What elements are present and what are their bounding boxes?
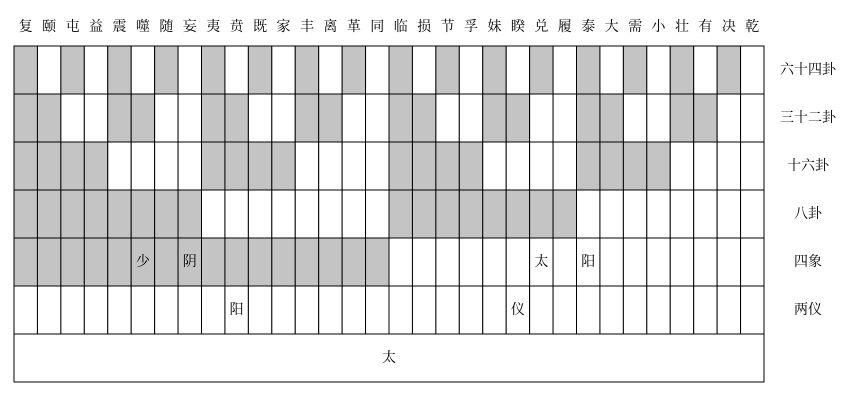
blank-cell [623,190,646,238]
column-header: 孚 [464,19,479,35]
shaded-cell [272,238,295,286]
blank-cell [131,46,154,94]
shaded-cell [412,94,435,142]
shaded-cell [436,190,459,238]
shaded-cell [436,142,459,190]
column-header: 既 [253,19,268,35]
shaded-cell [600,142,623,190]
blank-cell [319,190,342,238]
shaded-cell [108,46,131,94]
blank-cell [623,238,646,286]
column-header: 大 [604,19,619,35]
blank-cell [412,238,435,286]
cell-character: 少 [135,254,150,270]
blank-cell [623,94,646,142]
blank-cell [319,142,342,190]
blank-cell [436,286,459,334]
column-header: 有 [698,19,713,35]
blank-cell [155,94,178,142]
blank-cell [178,142,201,190]
blank-cell [694,238,717,286]
shaded-cell [506,190,529,238]
blank-cell [178,286,201,334]
blank-cell [225,46,248,94]
blank-cell [272,286,295,334]
shaded-cell [61,238,84,286]
cell-character: 阴 [182,254,197,270]
blank-cell [84,94,107,142]
row-label: 十六卦 [787,158,829,174]
shaded-cell [389,94,412,142]
blank-cell [553,94,576,142]
shaded-cell [577,94,600,142]
row-label: 三十二卦 [780,110,836,126]
shaded-cell [319,94,342,142]
blank-cell [717,94,740,142]
shaded-cell [248,46,271,94]
blank-cell [248,286,271,334]
blank-cell [647,46,670,94]
row-label: 六十四卦 [780,62,836,78]
blank-cell [248,94,271,142]
shaded-cell [14,190,37,238]
shaded-cell [342,238,365,286]
shaded-cell [202,238,225,286]
blank-cell [319,286,342,334]
shaded-cell [202,46,225,94]
blank-cell [459,46,482,94]
cell-character: 阳 [229,302,244,318]
blank-cell [530,286,553,334]
shaded-cell [108,94,131,142]
blank-cell [717,286,740,334]
shaded-cell [670,94,693,142]
cell-character: 仪 [510,302,525,318]
column-header: 丰 [299,19,314,35]
blank-cell [647,190,670,238]
shaded-cell [178,190,201,238]
blank-cell [178,94,201,142]
shaded-cell [577,46,600,94]
shaded-cell [108,238,131,286]
blank-cell [483,286,506,334]
shaded-cell [577,142,600,190]
blank-cell [155,286,178,334]
shaded-cell [295,94,318,142]
blank-cell [155,142,178,190]
column-header: 贲 [229,19,244,35]
blank-cell [741,238,764,286]
column-header: 夷 [206,19,221,35]
blank-cell [530,94,553,142]
blank-cell [553,238,576,286]
blank-cell [647,238,670,286]
cell-character: 太 [534,254,549,270]
blank-cell [670,142,693,190]
column-header: 革 [346,19,361,35]
column-header: 小 [651,19,666,35]
blank-cell [694,142,717,190]
column-header: 泰 [581,19,596,35]
blank-cell [108,286,131,334]
row-label: 八卦 [794,206,822,222]
shaded-cell [342,46,365,94]
blank-cell [319,46,342,94]
column-header: 震 [112,19,127,35]
column-header: 同 [370,19,385,35]
shaded-cell [37,238,60,286]
blank-cell [389,286,412,334]
shaded-cell [37,190,60,238]
blank-cell [694,190,717,238]
shaded-cell [14,46,37,94]
shaded-cell [600,94,623,142]
shaded-cell [202,142,225,190]
blank-cell [577,286,600,334]
column-header: 乾 [745,19,760,35]
blank-cell [483,238,506,286]
column-header: 益 [89,19,104,35]
shaded-cell [694,94,717,142]
blank-cell [412,46,435,94]
blank-cell [600,238,623,286]
shaded-cell [108,190,131,238]
blank-cell [741,190,764,238]
shaded-cell [459,190,482,238]
column-header: 壮 [674,19,689,35]
blank-cell [553,46,576,94]
shaded-cell [366,238,389,286]
blank-cell [342,142,365,190]
blank-cell [248,190,271,238]
shaded-cell [319,238,342,286]
shaded-cell [272,142,295,190]
cell-character: 阳 [581,254,596,270]
blank-cell [436,94,459,142]
column-header: 复 [18,19,33,35]
blank-cell [741,46,764,94]
column-header: 妹 [487,19,502,35]
blank-cell [131,286,154,334]
blank-cell [366,94,389,142]
blank-cell [553,286,576,334]
blank-cell [670,286,693,334]
blank-cell [342,94,365,142]
shaded-cell [37,142,60,190]
shaded-cell [202,94,225,142]
shaded-cell [553,190,576,238]
shaded-cell [225,142,248,190]
shaded-cell [389,46,412,94]
blank-cell [694,46,717,94]
column-header: 兑 [534,19,549,35]
blank-cell [295,142,318,190]
column-header: 噬 [135,19,150,35]
shaded-cell [483,94,506,142]
column-header: 家 [276,19,291,35]
shaded-cell [459,142,482,190]
shaded-cell [14,238,37,286]
column-header: 随 [159,19,174,35]
column-header: 损 [417,19,432,35]
blank-cell [483,142,506,190]
column-header: 决 [721,19,736,35]
column-header: 颐 [42,19,57,35]
shaded-cell [84,238,107,286]
bottom-row-character: 太 [382,350,396,366]
shaded-cell [623,46,646,94]
blank-cell [459,94,482,142]
blank-cell [600,46,623,94]
shaded-cell [670,46,693,94]
blank-cell [670,190,693,238]
blank-cell [225,190,248,238]
column-header: 节 [440,19,455,35]
blank-cell [295,286,318,334]
shaded-cell [84,142,107,190]
blank-cell [600,286,623,334]
shaded-cell [61,142,84,190]
blank-cell [108,142,131,190]
shaded-cell [389,190,412,238]
blank-cell [670,238,693,286]
shaded-cell [14,142,37,190]
shaded-cell [389,142,412,190]
shaded-cell [483,46,506,94]
blank-cell [366,142,389,190]
column-header: 睽 [510,19,525,35]
blank-cell [506,142,529,190]
shaded-cell [530,190,553,238]
blank-cell [623,286,646,334]
shaded-cell [530,46,553,94]
column-header: 临 [393,19,408,35]
blank-cell [61,286,84,334]
blank-cell [436,238,459,286]
shaded-cell [155,238,178,286]
shaded-cell [61,46,84,94]
column-header: 履 [557,19,572,35]
shaded-cell [717,46,740,94]
column-header: 屯 [65,19,80,35]
blank-cell [389,238,412,286]
blank-cell [178,46,201,94]
blank-cell [37,46,60,94]
shaded-cell [225,238,248,286]
shaded-cell [14,94,37,142]
blank-cell [131,142,154,190]
shaded-cell [131,190,154,238]
shaded-cell [131,94,154,142]
blank-cell [366,190,389,238]
shaded-cell [436,46,459,94]
blank-cell [600,190,623,238]
shaded-cell [37,94,60,142]
blank-cell [459,238,482,286]
row-label: 四象 [794,254,822,270]
column-header: 妄 [182,19,197,35]
blank-cell [717,238,740,286]
blank-cell [61,94,84,142]
shaded-cell [412,142,435,190]
blank-cell [717,142,740,190]
shaded-cell [155,46,178,94]
blank-cell [202,190,225,238]
shaded-cell [248,142,271,190]
blank-cell [577,190,600,238]
blank-cell [342,190,365,238]
blank-cell [272,190,295,238]
blank-cell [741,94,764,142]
shaded-cell [248,238,271,286]
blank-cell [342,286,365,334]
shaded-cell [647,142,670,190]
blank-cell [366,46,389,94]
shaded-cell [225,94,248,142]
shaded-cell [506,94,529,142]
blank-cell [366,286,389,334]
blank-cell [459,286,482,334]
shaded-cell [295,46,318,94]
blank-cell [202,286,225,334]
blank-cell [741,142,764,190]
blank-cell [717,190,740,238]
blank-cell [295,190,318,238]
row-label: 两仪 [794,302,822,318]
blank-cell [506,46,529,94]
blank-cell [272,94,295,142]
blank-cell [272,46,295,94]
blank-cell [506,238,529,286]
column-header: 需 [628,19,643,35]
shaded-cell [155,190,178,238]
column-header: 离 [323,19,338,35]
blank-cell [694,286,717,334]
shaded-cell [295,238,318,286]
blank-cell [530,142,553,190]
blank-cell [37,286,60,334]
blank-cell [553,142,576,190]
blank-cell [647,94,670,142]
blank-cell [84,286,107,334]
blank-cell [412,286,435,334]
blank-cell [647,286,670,334]
shaded-cell [412,190,435,238]
blank-cell [84,46,107,94]
shaded-cell [623,142,646,190]
shaded-cell [84,190,107,238]
shaded-cell [61,190,84,238]
blank-cell [14,286,37,334]
blank-cell [741,286,764,334]
shaded-cell [483,190,506,238]
